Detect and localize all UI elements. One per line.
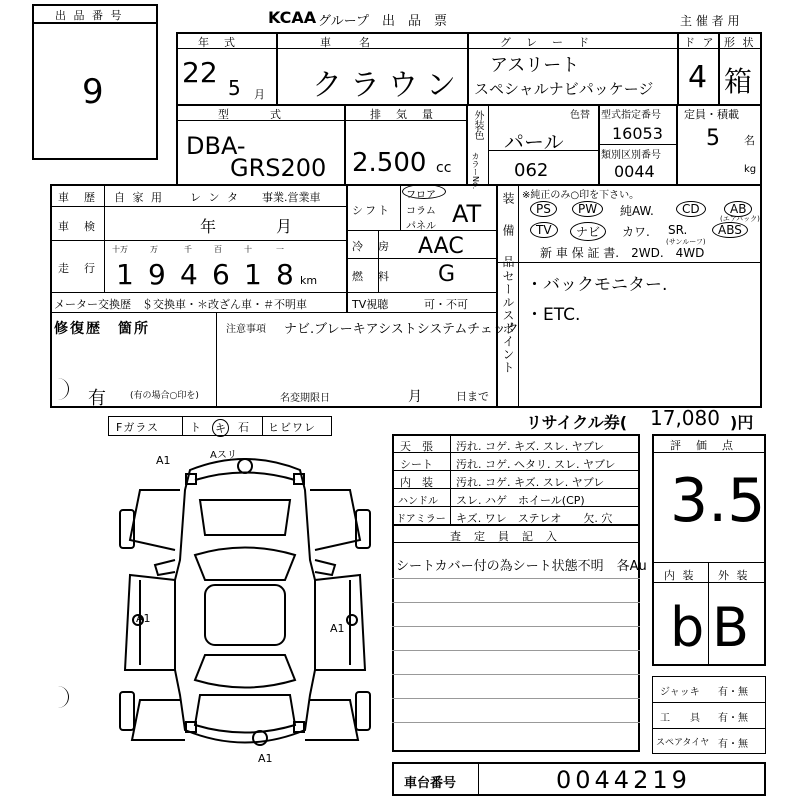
displacement-value: 2.500 <box>352 148 427 178</box>
capacity-label: 定員・積載 <box>684 108 739 121</box>
sunroof-note: (サンルーフ) <box>666 238 706 246</box>
chassis-value: 0044219 <box>556 766 691 794</box>
class-no-label: 類別区別番号 <box>601 150 661 161</box>
interior-row-label: ハンドル <box>398 496 438 507</box>
repair-value: 有 <box>88 388 106 409</box>
glass-scratch: ト <box>190 421 201 434</box>
interior-row-text: スレ. ハゲ ホイール(CP) <box>456 494 585 507</box>
shift-value: AT <box>452 200 482 228</box>
equip-cd: CD <box>676 201 706 217</box>
ac-label: 冷 房 <box>352 240 391 253</box>
equip-pw: PW <box>572 201 603 217</box>
model-line2: GRS200 <box>230 154 327 182</box>
doors-value: 4 <box>688 60 708 95</box>
equip-aw: 純AW. <box>620 204 654 218</box>
form-brand: KCAA <box>268 8 317 27</box>
chassis-label: 車台番号 <box>404 776 457 791</box>
digit-label: 一 <box>276 245 284 254</box>
grade-line1: アスリート <box>490 55 580 76</box>
kg-unit: kg <box>744 164 757 175</box>
recycle-unit: )円 <box>730 413 754 432</box>
inspection-year-label: 年 <box>200 217 217 236</box>
digit-label: 万 <box>150 245 158 254</box>
mileage-digit: 6 <box>212 258 230 291</box>
mileage-digit: 8 <box>276 258 294 291</box>
rental-label: レ ン タ <box>190 191 240 204</box>
interior-row-label: 天 張 <box>400 440 433 453</box>
recycle-value: 17,080 <box>650 406 720 430</box>
grade-label: グ レ ー ド <box>500 36 591 49</box>
equip-sr: SR. <box>668 223 688 237</box>
ext-color-label: 外装色 <box>472 110 483 140</box>
expiry-month: 月 <box>408 389 422 405</box>
interior-row-label: 内 装 <box>400 476 433 489</box>
score-label: 評 価 点 <box>670 439 735 452</box>
digit-label: 千 <box>184 245 192 254</box>
floor-circle <box>402 184 446 199</box>
color-change-label: 色替 <box>570 110 590 121</box>
digit-label: 十 <box>244 245 252 254</box>
doors-label: ド ア <box>684 36 716 49</box>
inspector-label: 査 定 員 記 入 <box>450 530 558 543</box>
glass-front: Fガラス <box>116 421 159 434</box>
damage-mark: A1 <box>136 612 151 625</box>
score-value: 3.5 <box>670 466 766 536</box>
equip-navi: ナビ <box>570 222 606 241</box>
capacity-unit: 名 <box>744 134 755 147</box>
type-no-value: 16053 <box>612 124 663 143</box>
interior-row-text: キズ. ワレ ステレオ 欠. 穴 <box>456 512 613 525</box>
lot-number-value: 9 <box>82 72 104 112</box>
equip-leather: カワ. <box>622 225 650 239</box>
airbag-note: (エアバック) <box>720 215 760 223</box>
equip-ps: PS <box>530 201 557 217</box>
tv-label: TV視聴 <box>352 298 389 311</box>
interior-row-text: 汚れ. コゲ. キズ. スレ. ヤブレ <box>456 440 605 453</box>
glass-crack: ヒビワレ <box>268 421 316 434</box>
digit-label: 十万 <box>112 245 128 254</box>
repair-label: 修復歴 箇所 <box>54 321 150 337</box>
sales-point-2: ・ETC. <box>526 305 581 325</box>
expiry-day: 日まで <box>456 390 489 403</box>
repair-note: (有の場合○印を) <box>130 391 199 401</box>
type-no-label: 型式指定番号 <box>601 110 661 121</box>
color-no-label: カラーNo. <box>471 152 480 190</box>
business-use-label: 事業.営業車 <box>262 191 321 204</box>
exterior-score-value: B <box>712 596 750 659</box>
glass-stone: 石 <box>238 421 249 434</box>
equip-abs: ABS <box>712 222 748 238</box>
history-label: 車 歴 <box>58 191 97 204</box>
damage-mark: A1 <box>156 454 171 467</box>
mileage-digit: 1 <box>244 258 262 291</box>
name-label: 車 名 <box>320 36 372 49</box>
lot-number-label: 出 品 番 号 <box>55 9 124 22</box>
model-label: 型 式 <box>218 108 283 121</box>
shape-value: 箱 <box>724 65 753 98</box>
fuel-value: G <box>438 262 456 287</box>
class-no-value: 0044 <box>614 162 655 181</box>
capacity-value: 5 <box>706 126 720 151</box>
car-damage-diagram <box>100 440 390 770</box>
sales-points-label: セールスポイント <box>501 270 515 374</box>
exterior-score-label: 外 装 <box>718 569 750 582</box>
color-no-value: 062 <box>514 160 549 181</box>
binder-mark <box>58 686 69 708</box>
inspector-note: シートカバー付の為シート状態不明 各Au <box>396 559 647 574</box>
interior-row-text: 汚れ. コゲ. キズ. スレ. ヤブレ <box>456 476 605 489</box>
inspection-label: 車 検 <box>58 220 97 233</box>
column-label: コラム <box>406 206 436 217</box>
glass-ki: キ <box>212 419 229 437</box>
mileage-digit: 4 <box>180 258 198 291</box>
expiry-label: 名変期限日 <box>280 393 330 404</box>
interior-row-label: シート <box>400 458 433 471</box>
tool-value: 有・無 <box>718 687 748 698</box>
tool-label: スペアタイヤ <box>656 738 710 748</box>
organizer-label: 主 催 者 用 <box>680 14 740 28</box>
ac-value: AAC <box>418 234 464 259</box>
km-unit: km <box>300 274 318 287</box>
fuel-label: 燃 料 <box>352 270 391 283</box>
color-value: パール <box>504 130 564 154</box>
equipment-row3: 新 車 保 証 書. 2WD. 4WD <box>540 246 705 260</box>
year-value: 22 <box>182 56 218 89</box>
mileage-digit: 1 <box>116 258 134 291</box>
model-line1: DBA- <box>186 132 246 160</box>
month-unit: 月 <box>254 88 265 101</box>
tool-label: ジャッキ <box>660 687 700 698</box>
mileage-label: 走 行 <box>58 262 97 275</box>
car-name-value: クラウン <box>312 68 464 103</box>
interior-score-value: b <box>670 596 705 659</box>
mileage-digit: 9 <box>148 258 166 291</box>
shift-label: シフト <box>352 204 391 217</box>
equip-ab: AB <box>724 201 752 217</box>
tool-label: 工 具 <box>660 713 700 724</box>
recycle-label: リサイクル券( <box>526 413 628 432</box>
interior-row-text: 汚れ. コゲ. ヘタリ. スレ. ヤブレ <box>456 458 616 471</box>
caution-text: ナビ.ブレーキアシストシステムチェック <box>284 322 519 337</box>
tv-options: 可・不可 <box>424 298 468 311</box>
private-use-label: 自 家 用 <box>114 191 164 204</box>
form-title: グループ 出 品 票 <box>318 14 447 29</box>
year-label: 年 式 <box>198 36 237 49</box>
panel-label: パネル <box>406 221 436 232</box>
caution-label: 注意事項 <box>226 324 266 335</box>
inspection-month-label: 月 <box>276 217 293 236</box>
equip-tv: TV <box>530 222 558 238</box>
grade-line2: スペシャルナビパッケージ <box>474 80 654 98</box>
damage-mark: A1 <box>330 622 345 635</box>
damage-mark: A1 <box>258 752 273 765</box>
displacement-label: 排 気 量 <box>370 108 435 121</box>
digit-label: 百 <box>214 245 222 254</box>
meter-note: メーター交換歴 ＄交換車・＊改ざん車・＃不明車 <box>54 298 307 311</box>
equipment-note: ※純正のみ○印を下さい。 <box>522 190 640 201</box>
sales-point-1: ・バックモニター. <box>526 275 668 295</box>
interior-score-label: 内 装 <box>664 569 696 582</box>
damage-mark: Aスリ <box>210 450 237 461</box>
tool-value: 有・無 <box>718 713 748 724</box>
floor-label: フロア <box>406 190 436 201</box>
displacement-unit: cc <box>436 160 452 176</box>
interior-row-label: ドアミラー <box>396 514 446 525</box>
month-value: 5 <box>228 76 241 100</box>
shape-label: 形 状 <box>724 36 756 49</box>
equipment-label: 装 備 品 <box>501 192 515 276</box>
tool-value: 有・無 <box>718 739 748 750</box>
